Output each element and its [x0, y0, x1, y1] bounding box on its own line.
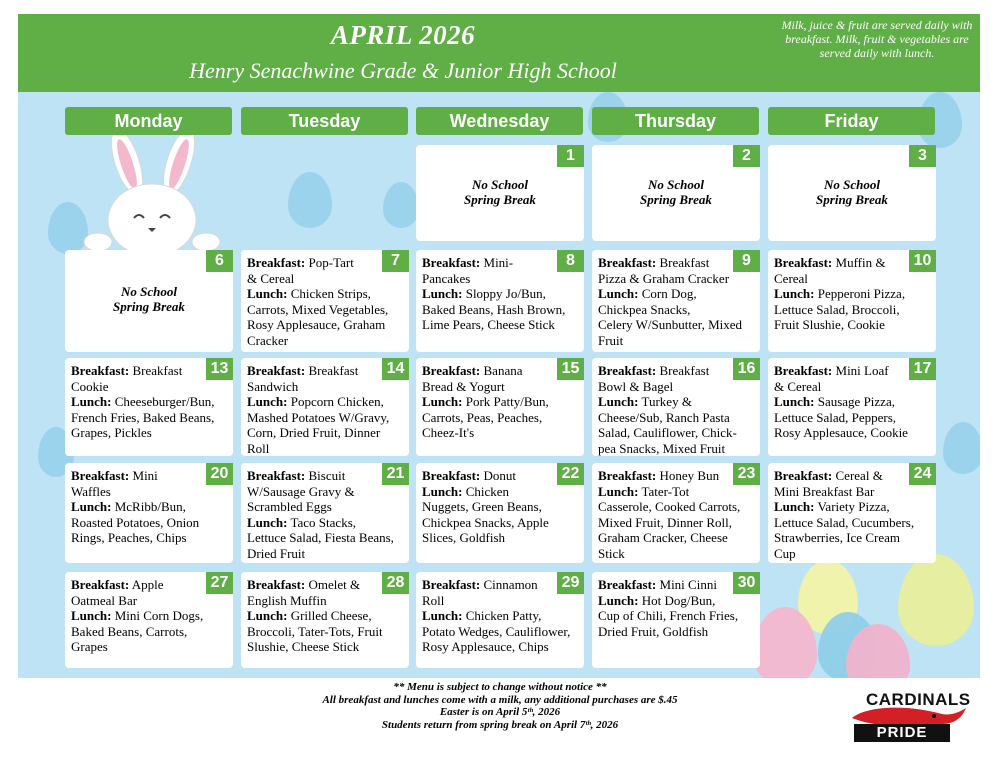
date-number: 13 — [206, 358, 233, 380]
day-cell-8: 8 Breakfast: Mini- Pancakes Lunch: Sloppy Jo/Bun, Baked Beans, Hash Brown, Lime Pears, Cheese Stick — [416, 250, 584, 352]
date-number: 30 — [733, 572, 760, 594]
day-cell-14: 14 Breakfast: Breakfast Sandwich Lunch: Popcorn Chicken, Mashed Potatoes W/Gravy, Corn, Dried Fruit, Dinner Roll — [241, 358, 409, 456]
date-number: 14 — [382, 358, 409, 380]
date-number: 21 — [382, 463, 409, 485]
day-cell-3 — [768, 145, 936, 241]
day-cell-29: 29 Breakfast: Cinnamon Roll Lunch: Chicken Patty, Potato Wedges, Cauliflower, Rosy Applesauce, Chips — [416, 572, 584, 668]
date-number: 28 — [382, 572, 409, 594]
school-name: Henry Senachwine Grade & Junior High School — [189, 58, 617, 83]
day-cell-15: 15 Breakfast: Banana Bread & Yogurt Lunch: Pork Patty/Bun, Carrots, Peas, Peaches, Cheez-It's — [416, 358, 584, 456]
date-number: 27 — [206, 572, 233, 594]
day-cell-24: 24 Breakfast: Cereal & Mini Breakfast Bar Lunch: Variety Pizza, Lettuce Salad, Cucumbers, Strawberries, Ice Cream Cup — [768, 463, 936, 563]
day-cell-23: 23 Breakfast: Honey Bun Lunch: Tater-Tot Casserole, Cooked Carrots, Mixed Fruit, Dinner Roll, Graham Cracker, Cheese Stick — [592, 463, 760, 563]
day-cell-13: 13 Breakfast: Breakfast Cookie Lunch: Cheeseburger/Bun, French Fries, Baked Beans, Grapes, Pickles — [65, 358, 233, 456]
date-number: 7 — [382, 250, 409, 272]
date-number: 17 — [909, 358, 936, 380]
no-school-note: No School Spring Break — [464, 177, 536, 207]
date-number: 8 — [557, 250, 584, 272]
day-header-wednesday: Wednesday — [416, 107, 583, 135]
day-cell-22: 22 Breakfast: Donut Lunch: Chicken Nuggets, Green Beans, Chickpea Snacks, Apple Slices, Goldfish — [416, 463, 584, 563]
day-cell-9: 9 Breakfast: Breakfast Pizza & Graham Cracker Lunch: Corn Dog, Chickpea Snacks, Celery W/Sunbutter, Mixed Fruit — [592, 250, 760, 352]
day-header-tuesday: Tuesday — [241, 107, 408, 135]
day-cell-2 — [592, 145, 760, 241]
cardinals-pride-logo — [846, 688, 970, 752]
day-header-friday: Friday — [768, 107, 935, 135]
logo-text: PRIDE — [854, 724, 950, 742]
easter-egg-decoration — [288, 172, 332, 228]
date-number: 15 — [557, 358, 584, 380]
date-number: 9 — [733, 250, 760, 272]
date-number: 3 — [909, 145, 936, 167]
easter-egg-decoration — [898, 554, 974, 646]
day-cell-17: 17 Breakfast: Mini Loaf & Cereal Lunch: Sausage Pizza, Lettuce Salad, Peppers, Rosy Applesauce, Cookie — [768, 358, 936, 456]
footer-line: Easter is on April 5ᵗʰ, 2026 — [439, 706, 561, 718]
no-school-note: No School Spring Break — [113, 284, 185, 314]
day-cell-1 — [416, 145, 584, 241]
no-school-note: No School Spring Break — [816, 177, 888, 207]
date-number: 16 — [733, 358, 760, 380]
logo-text: CARDINALS — [866, 690, 971, 709]
date-number: 29 — [557, 572, 584, 594]
day-header-monday: Monday — [65, 107, 232, 135]
date-number: 6 — [206, 250, 233, 272]
easter-egg-decoration — [383, 182, 419, 228]
day-cell-27: 27 Breakfast: Apple Oatmeal Bar Lunch: Mini Corn Dogs, Baked Beans, Carrots, Grapes — [65, 572, 233, 668]
day-header-thursday: Thursday — [592, 107, 759, 135]
month-title: APRIL 2026 — [330, 20, 476, 50]
day-cell-10: 10 Breakfast: Muffin & Cereal Lunch: Pepperoni Pizza, Lettuce Salad, Broccoli, Fruit Slushie, Cookie — [768, 250, 936, 352]
date-number: 24 — [909, 463, 936, 485]
day-cell-20: 20 Breakfast: Mini Waffles Lunch: McRibb/Bun, Roasted Potatoes, Onion Rings, Peaches, Chips — [65, 463, 233, 563]
date-number: 2 — [733, 145, 760, 167]
no-school-note: No School Spring Break — [640, 177, 712, 207]
footer-line: ** Menu is subject to change without notice ** — [393, 681, 607, 693]
day-cell-21: 21 Breakfast: Biscuit W/Sausage Gravy & Scrambled Eggs Lunch: Taco Stacks, Lettuce Salad, Fiesta Beans, Dried Fruit — [241, 463, 409, 563]
day-cell-30: 30 Breakfast: Mini Cinni Lunch: Hot Dog/Bun, Cup of Chili, French Fries, Dried Fruit, Goldfish — [592, 572, 760, 668]
date-number: 22 — [557, 463, 584, 485]
footer-line: All breakfast and lunches come with a milk, any additional purchases are $.45 — [322, 693, 678, 706]
date-number: 20 — [206, 463, 233, 485]
calendar-header — [18, 14, 980, 92]
serving-note: Milk, juice & fruit are served daily with breakfast. Milk, fruit & vegetables are served daily with lunch. — [781, 18, 973, 60]
date-number: 1 — [557, 145, 584, 167]
date-number: 10 — [909, 250, 936, 272]
day-cell-16: 16 Breakfast: Breakfast Bowl & Bagel Lunch: Turkey & Cheese/Sub, Ranch Pasta Salad, Cauliflower, Chick- pea Snacks, Mixed Fruit — [592, 358, 760, 456]
easter-egg-decoration — [943, 422, 980, 474]
bunny-illustration — [80, 128, 225, 250]
footer-line: Students return from spring break on April 7ᵗʰ, 2026 — [381, 718, 619, 731]
day-cell-28: 28 Breakfast: Omelet & English Muffin Lunch: Grilled Cheese, Broccoli, Tater-Tots, Fruit Slushie, Cheese Stick — [241, 572, 409, 668]
day-cell-7: 7 Breakfast: Pop-Tart & Cereal Lunch: Chicken Strips, Carrots, Mixed Vegetables, Rosy Applesauce, Graham Cracker — [241, 250, 409, 352]
date-number: 23 — [733, 463, 760, 485]
day-cell-6 — [65, 250, 233, 352]
